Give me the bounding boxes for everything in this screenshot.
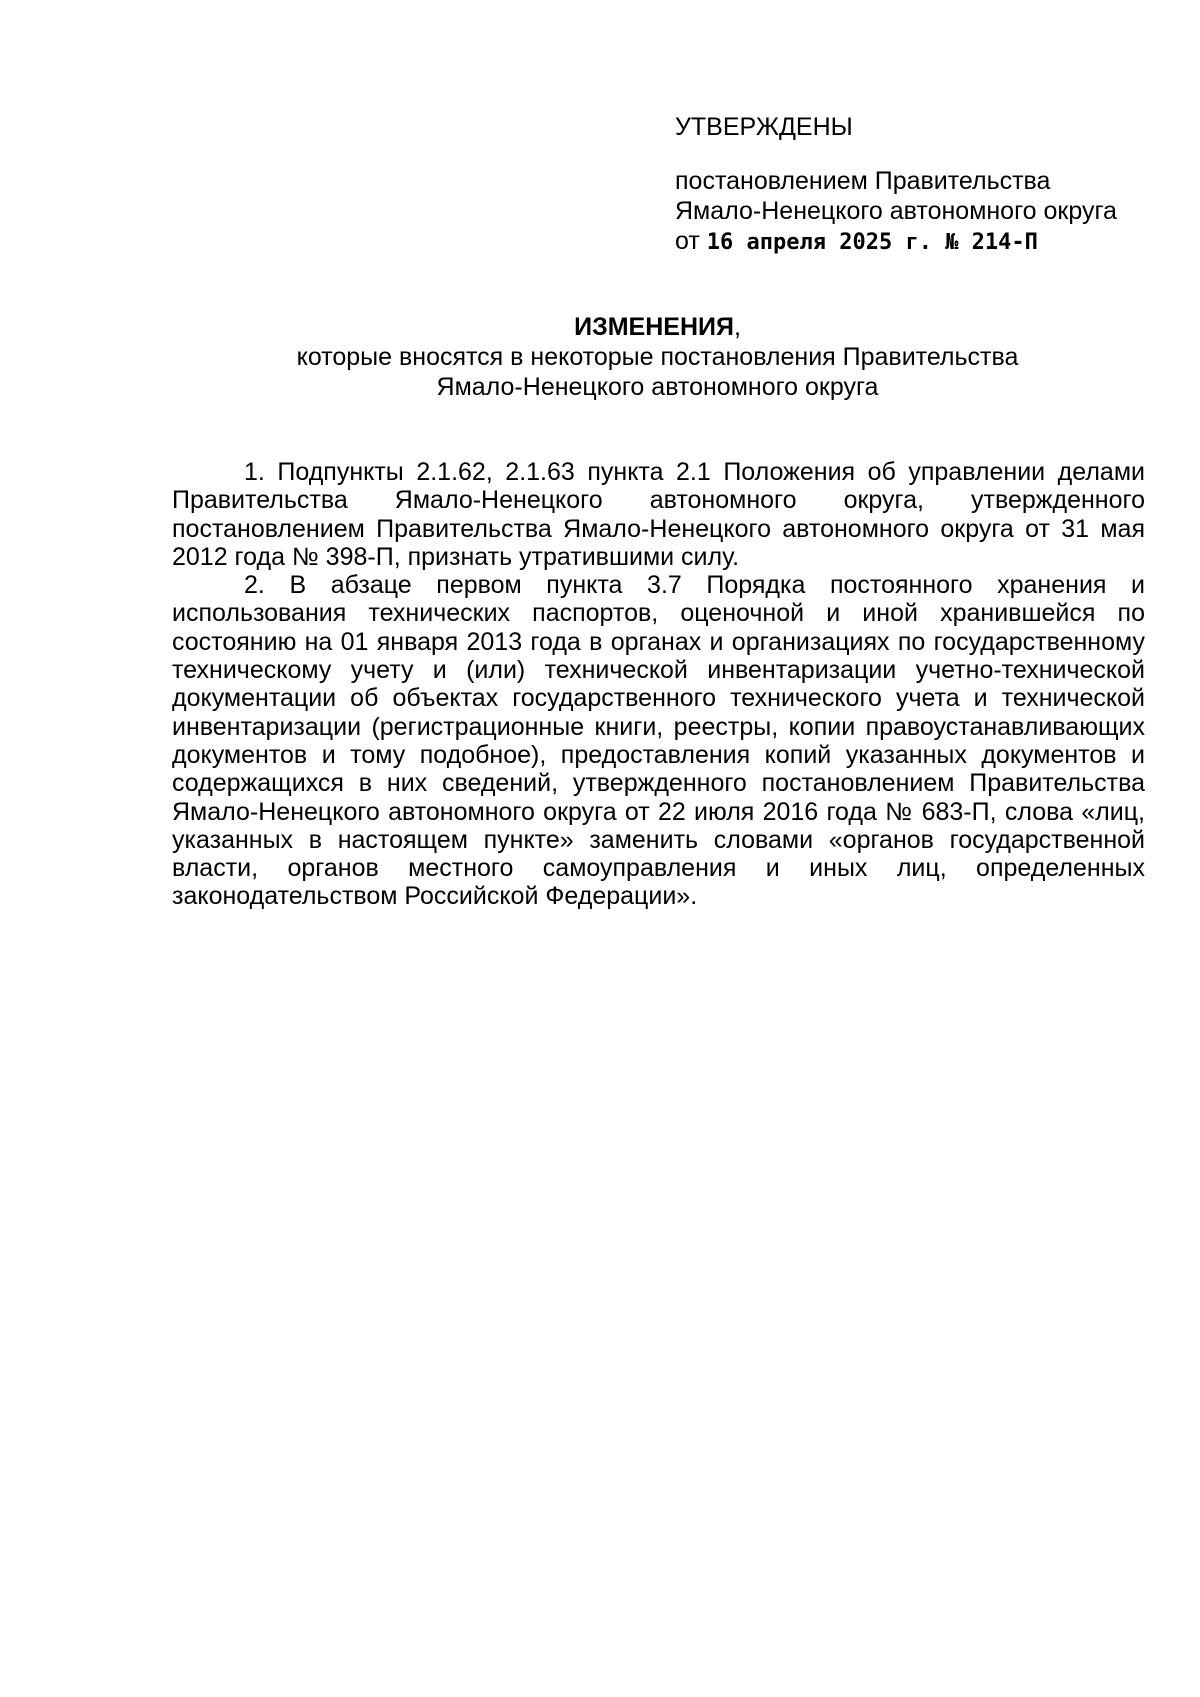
paragraph-1: 1. Подпункты 2.1.62, 2.1.63 пункта 2.1 Положения об управлении делами Правительства Ямало-Ненецкого автономного округа, утвержденного постановлением Правительства Ямало-Ненецкого автономного округа от 31 мая 2012 года № 398-П, признать утратившими силу. bbox=[172, 458, 1145, 571]
approval-date-prefix: от bbox=[675, 227, 700, 255]
heading-subtitle-line-2: Ямало-Ненецкого автономного округа bbox=[436, 373, 879, 401]
document-body bbox=[172, 458, 1145, 911]
approval-line-2: Ямало-Ненецкого автономного округа bbox=[675, 197, 1117, 225]
heading-title-line bbox=[170, 312, 1145, 342]
heading-subtitle-line-1: которые вносятся в некоторые постановления Правительства bbox=[296, 343, 1019, 371]
heading-title: ИЗМЕНЕНИЯ bbox=[574, 313, 734, 341]
paragraph-2: 2. В абзаце первом пункта 3.7 Порядка постоянного хранения и использования технических паспортов, оценочной и иной хранившейся по состоянию на 01 января 2013 года в органах и организациях по государственному техническому учету и (или) технической инвентаризации учетно-технической документации об объектах государственного технического учета и технической инвентаризации (регистрационные книги, реестры, копии правоустанавливающих документов и тому подобное), предоставления копий указанных документов и содержащихся в них сведений, утвержденного постановлением Правительства Ямало-Ненецкого автономного округа от 22 июля 2016 года № 683-П, слова «лиц, указанных в настоящем пункте» заменить словами «органов государственной власти, органов местного самоуправления и иных лиц, определенных законодательством Российской Федерации». bbox=[172, 571, 1145, 911]
document-heading bbox=[170, 312, 1145, 402]
heading-title-suffix: , bbox=[733, 313, 741, 341]
approval-date-number: 16 апреля 2025 г. № 214-П bbox=[706, 230, 1038, 255]
approved-label: УТВЕРЖДЕНЫ bbox=[675, 113, 853, 141]
approval-block bbox=[675, 112, 1155, 258]
approval-date-line bbox=[675, 226, 1155, 258]
approval-line-1: постановлением Правительства bbox=[675, 167, 1051, 195]
